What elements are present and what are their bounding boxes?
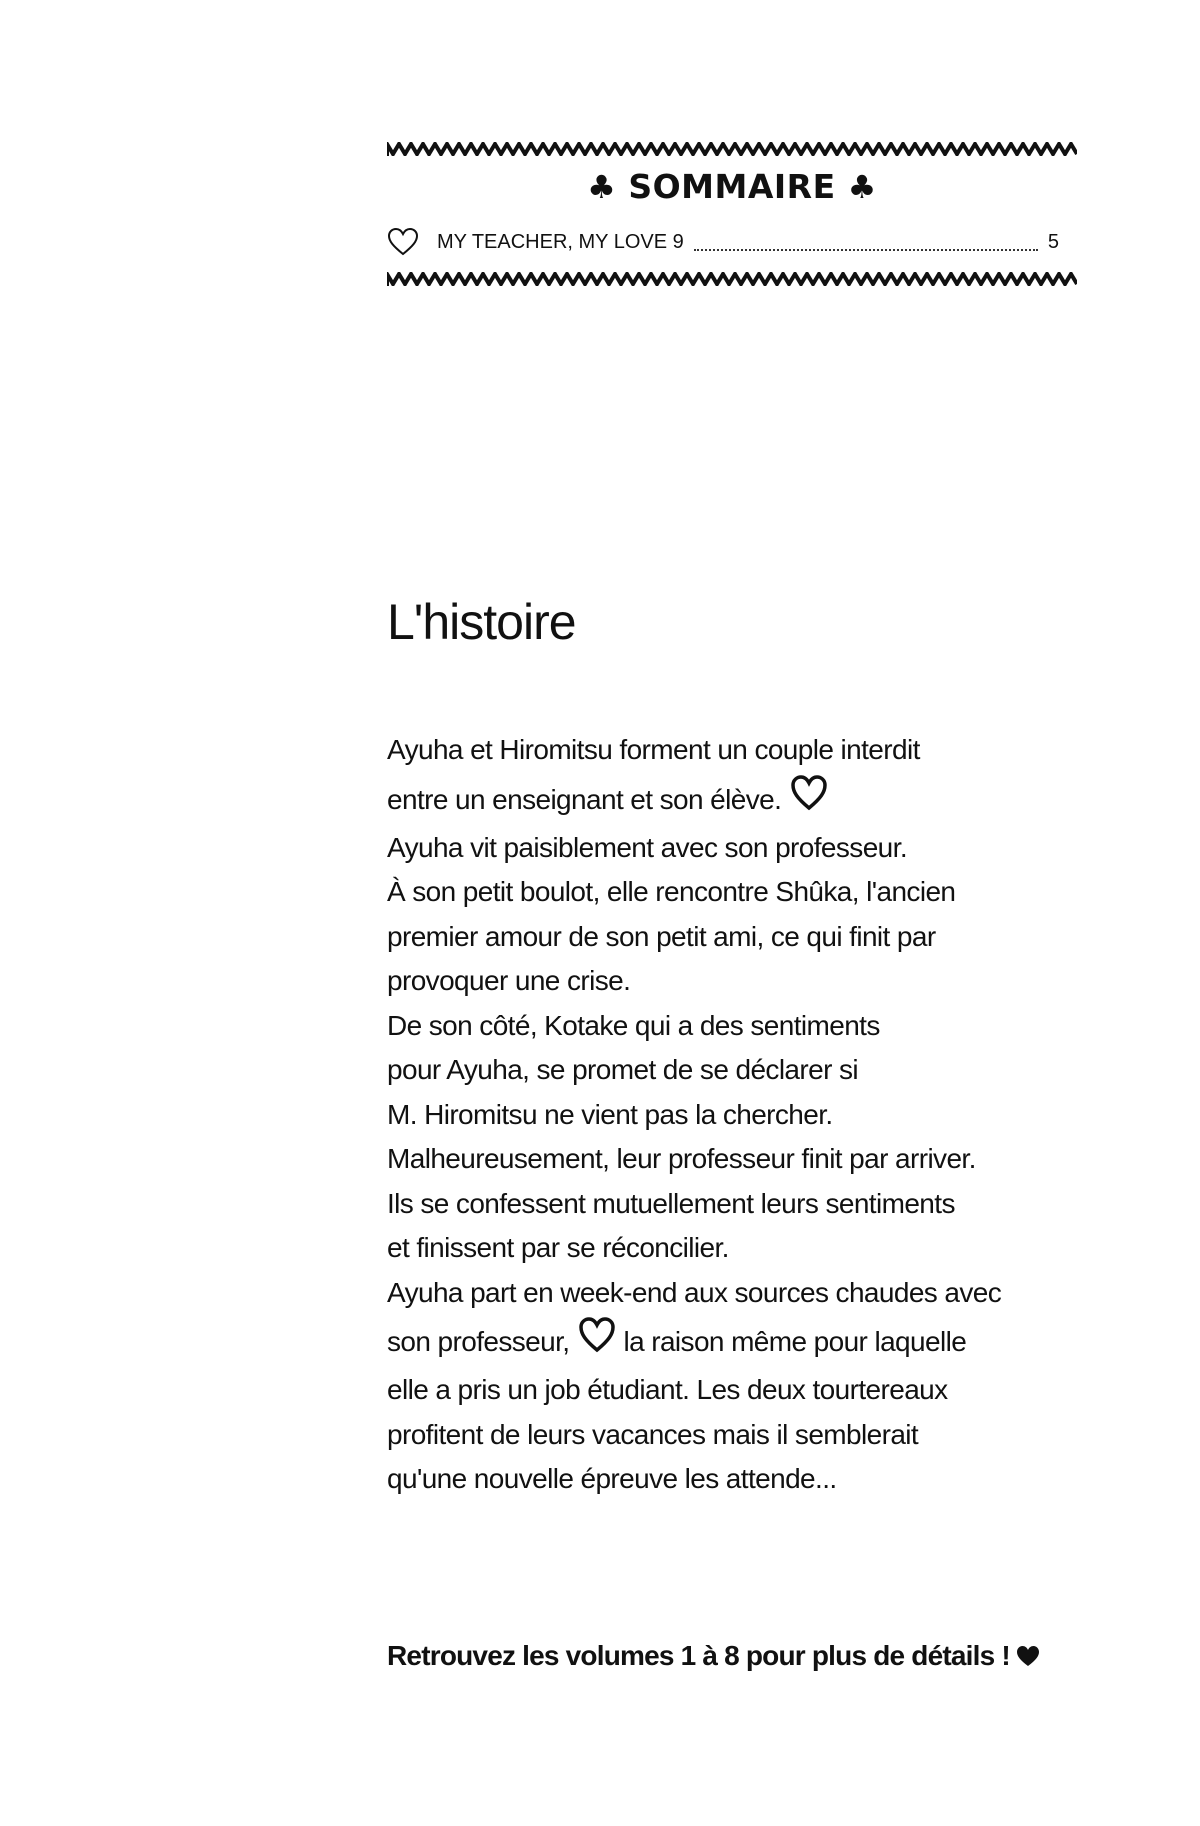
story-line: elle a pris un job étudiant. Les deux tourtereaux xyxy=(387,1374,948,1405)
story-line: premier amour de son petit ami, ce qui finit par xyxy=(387,920,936,952)
zigzag-line xyxy=(387,144,1077,156)
story-line: qu'une nouvelle épreuve les attende... xyxy=(387,1463,837,1494)
story-line-text: son professeur, xyxy=(387,1326,570,1357)
footer-note xyxy=(387,1634,1040,1678)
heart-outline-icon xyxy=(387,227,419,257)
zigzag-border-bottom xyxy=(387,272,1077,286)
zigzag-border-top xyxy=(387,142,1077,156)
story-line: Malheureusement, leur professeur finit par arriver. xyxy=(387,1143,976,1174)
story-line: À son petit boulot, elle rencontre Shûka, l'ancien xyxy=(387,876,956,907)
story-line: Ayuha et Hiromitsu forment un couple interdit xyxy=(387,734,920,765)
story-line: et finissent par se réconcilier. xyxy=(387,1232,729,1263)
story-line: profitent de leurs vacances mais il semblerait xyxy=(387,1418,919,1450)
story-line: Ayuha vit paisiblement avec son professeur. xyxy=(387,831,907,863)
toc-entry-page: 5 xyxy=(1047,230,1059,253)
story-body xyxy=(387,728,1087,1502)
heart-solid-icon xyxy=(1016,1645,1040,1667)
story-line: provoquer une crise. xyxy=(387,965,631,996)
toc-entry-title: MY TEACHER, MY LOVE 9 xyxy=(437,230,684,253)
heart-outline-icon xyxy=(789,773,829,813)
story-line-text: la raison même pour laquelle xyxy=(623,1326,967,1357)
club-icon-left: ♣ xyxy=(587,168,617,206)
toc-title xyxy=(387,162,1077,212)
heart-outline-icon xyxy=(577,1315,617,1355)
zigzag-line xyxy=(387,274,1077,286)
toc-entry[interactable] xyxy=(387,222,1059,262)
story-heading: L'histoire xyxy=(387,594,576,650)
club-icon-right: ♣ xyxy=(847,168,877,206)
story-line: De son côté, Kotake qui a des sentiments xyxy=(387,1009,880,1041)
story-line: pour Ayuha, se promet de se déclarer si xyxy=(387,1054,859,1085)
footer-note-text: Retrouvez les volumes 1 à 8 pour plus de détails ! xyxy=(387,1640,1010,1671)
story-line xyxy=(387,773,1087,826)
story-line: Ils se confessent mutuellement leurs sentiments xyxy=(387,1187,955,1219)
story-line xyxy=(387,1315,1087,1368)
story-line: Ayuha part en week-end aux sources chaudes avec xyxy=(387,1276,1002,1308)
story-line-text: entre un enseignant et son élève. xyxy=(387,783,782,815)
toc-leader-dots xyxy=(694,249,1038,251)
story-line: M. Hiromitsu ne vient pas la chercher. xyxy=(387,1098,833,1130)
toc-title-text: SOMMAIRE xyxy=(628,167,836,206)
